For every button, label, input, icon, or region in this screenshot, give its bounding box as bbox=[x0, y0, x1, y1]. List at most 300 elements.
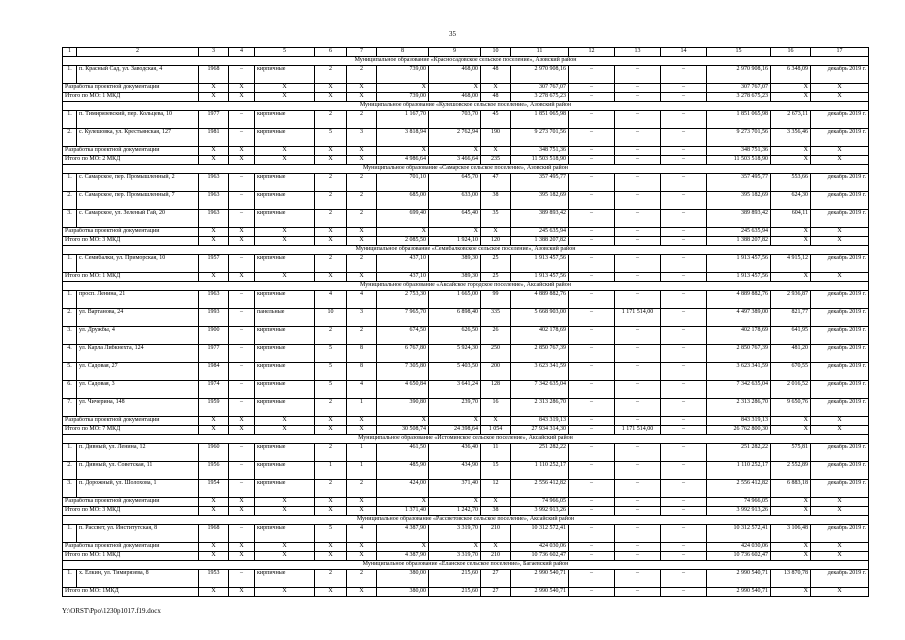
table-cell: – bbox=[615, 327, 661, 345]
table-cell: – bbox=[661, 588, 707, 597]
table-cell: 190 bbox=[481, 129, 511, 147]
table-cell: 38 bbox=[481, 507, 511, 516]
table-cell: – bbox=[661, 291, 707, 309]
table-cell: 670,55 bbox=[771, 363, 811, 381]
file-path-footer: Y:\ORST\Ppo\1230p1017.f19.docx bbox=[62, 607, 161, 615]
table-cell: 575,81 bbox=[771, 444, 811, 462]
table-cell: 10 312 572,41 bbox=[707, 525, 771, 543]
table-cell: X bbox=[229, 507, 255, 516]
table-cell: – bbox=[661, 417, 707, 426]
table-cell: X bbox=[811, 498, 869, 507]
table-cell: 1960 bbox=[199, 444, 229, 462]
table-cell: 481,20 bbox=[771, 345, 811, 363]
table-cell: X bbox=[429, 84, 481, 93]
table-cell: – bbox=[615, 444, 661, 462]
table-cell: – bbox=[661, 111, 707, 129]
table-cell: 2 bbox=[347, 255, 377, 273]
table-cell: 4 889 882,76 bbox=[511, 291, 569, 309]
table-cell: X bbox=[429, 543, 481, 552]
table-cell: 307 767,07 bbox=[511, 84, 569, 93]
table-cell: X bbox=[347, 426, 377, 435]
table-cell: – bbox=[615, 147, 661, 156]
table-cell: – bbox=[615, 417, 661, 426]
section-heading: Муниципальное образование «Кулешовское сельское поселение», Азовский район bbox=[63, 102, 869, 111]
column-number-cell: 14 bbox=[661, 48, 707, 57]
summary-label: Итого по МО: 1 МКД bbox=[63, 273, 199, 282]
table-cell: 2. bbox=[63, 309, 77, 327]
table-cell: кирпичные bbox=[255, 399, 315, 417]
table-cell: 1 851 065,98 bbox=[511, 111, 569, 129]
table-cell: 2 bbox=[347, 192, 377, 210]
table-cell: 624,30 bbox=[771, 192, 811, 210]
table-cell: 8 bbox=[347, 363, 377, 381]
summary-label: Итого по МО: 1МКД bbox=[63, 588, 199, 597]
summary-label: Итого по МО: 3 МКД bbox=[63, 507, 199, 516]
table-cell: X bbox=[481, 417, 511, 426]
table-cell: 2 556 412,82 bbox=[511, 480, 569, 498]
table-cell: 1 851 065,98 bbox=[707, 111, 771, 129]
table-cell: 13 870,78 bbox=[771, 570, 811, 588]
table-cell: X bbox=[811, 507, 869, 516]
table-cell: X bbox=[811, 552, 869, 561]
table-cell: – bbox=[661, 552, 707, 561]
table-cell: 2 bbox=[347, 480, 377, 498]
summary-label: Разработка проектной документации bbox=[63, 84, 199, 93]
table-cell: – bbox=[615, 525, 661, 543]
table-cell: кирпичные bbox=[255, 66, 315, 84]
table-cell: 2 bbox=[315, 210, 347, 228]
table-cell: X bbox=[315, 237, 347, 246]
table-cell: X bbox=[315, 93, 347, 102]
table-cell: – bbox=[615, 174, 661, 192]
table-cell: – bbox=[661, 570, 707, 588]
table-cell: X bbox=[315, 426, 347, 435]
table-cell: – bbox=[569, 111, 615, 129]
table-row bbox=[63, 399, 869, 417]
table-cell: 3 278 675,23 bbox=[511, 93, 569, 102]
table-cell: X bbox=[771, 237, 811, 246]
table-cell: X bbox=[771, 543, 811, 552]
table-cell: X bbox=[811, 426, 869, 435]
table-cell: – bbox=[569, 543, 615, 552]
table-cell: декабрь 2019 г. bbox=[811, 192, 869, 210]
table-cell: кирпичные bbox=[255, 363, 315, 381]
table-cell: – bbox=[569, 210, 615, 228]
table-cell: – bbox=[569, 426, 615, 435]
table-cell: 74 966,05 bbox=[511, 498, 569, 507]
table-cell: – bbox=[661, 480, 707, 498]
table-cell: кирпичные bbox=[255, 129, 315, 147]
table-cell: 7 342 635,04 bbox=[511, 381, 569, 399]
table-cell: 245 635,94 bbox=[707, 228, 771, 237]
table-cell: декабрь 2019 г. bbox=[811, 399, 869, 417]
table-cell: 3 623 341,59 bbox=[511, 363, 569, 381]
summary-row bbox=[63, 498, 869, 507]
table-cell: – bbox=[615, 210, 661, 228]
table-cell: – bbox=[615, 345, 661, 363]
summary-label: Разработка проектной документации bbox=[63, 228, 199, 237]
table-cell: 699,40 bbox=[377, 210, 429, 228]
section-heading-row bbox=[63, 57, 869, 66]
summary-label: Итого по МО: 1 МКД bbox=[63, 93, 199, 102]
table-cell: 6 348,09 bbox=[771, 66, 811, 84]
table-cell: 1 bbox=[347, 399, 377, 417]
table-cell: 1 388 207,82 bbox=[707, 237, 771, 246]
table-cell: – bbox=[661, 426, 707, 435]
table-cell: ул. Садовая, 27 bbox=[77, 363, 199, 381]
table-cell: 389 893,42 bbox=[707, 210, 771, 228]
table-cell: 1 110 252,17 bbox=[707, 462, 771, 480]
table-cell: 2 bbox=[315, 444, 347, 462]
table-cell: – bbox=[615, 363, 661, 381]
table-cell: 5. bbox=[63, 363, 77, 381]
table-cell: 4 650,84 bbox=[377, 381, 429, 399]
table-cell: кирпичные bbox=[255, 462, 315, 480]
summary-label: Итого по МО: 7 МКД bbox=[63, 426, 199, 435]
table-row bbox=[63, 480, 869, 498]
table-cell: кирпичные bbox=[255, 327, 315, 345]
column-number-cell: 17 bbox=[811, 48, 869, 57]
column-number-cell: 7 bbox=[347, 48, 377, 57]
section-heading: Муниципальное образование «Истоминское сельское поселение», Аксайский район bbox=[63, 435, 869, 444]
table-cell: – bbox=[615, 552, 661, 561]
table-cell: 24 398,64 bbox=[429, 426, 481, 435]
table-cell: п. Красный Сад, ул. Заводская, 4 bbox=[77, 66, 199, 84]
table-cell: 357 495,77 bbox=[707, 174, 771, 192]
table-cell: X bbox=[255, 273, 315, 282]
summary-label: Итого по МО: 2 МКД bbox=[63, 156, 199, 165]
table-cell: X bbox=[255, 228, 315, 237]
table-cell: 2 bbox=[315, 399, 347, 417]
table-row bbox=[63, 210, 869, 228]
table-cell: X bbox=[199, 552, 229, 561]
table-cell: X bbox=[347, 498, 377, 507]
table-cell: – bbox=[615, 462, 661, 480]
table-cell: 1 110 252,17 bbox=[511, 462, 569, 480]
table-cell: 2 990 540,71 bbox=[707, 588, 771, 597]
table-cell: 2 990 540,71 bbox=[511, 570, 569, 588]
table-cell: 74 966,05 bbox=[707, 498, 771, 507]
table-cell: 48 bbox=[481, 66, 511, 84]
table-cell: 4 497 389,00 bbox=[707, 309, 771, 327]
table-cell: 645,40 bbox=[429, 210, 481, 228]
table-cell: 3. bbox=[63, 480, 77, 498]
table-cell: X bbox=[347, 237, 377, 246]
table-cell: X bbox=[315, 156, 347, 165]
table-cell: X bbox=[481, 147, 511, 156]
table-cell: – bbox=[229, 291, 255, 309]
table-cell: с. Семибалки, ул. Приморская, 10 bbox=[77, 255, 199, 273]
table-cell: X bbox=[811, 93, 869, 102]
summary-row bbox=[63, 417, 869, 426]
table-cell: X bbox=[347, 147, 377, 156]
table-cell: с. Самарское, пер. Промышленный, 2 bbox=[77, 174, 199, 192]
table-cell: – bbox=[569, 84, 615, 93]
table-cell: X bbox=[811, 543, 869, 552]
table-cell: – bbox=[569, 552, 615, 561]
table-cell: 27 bbox=[481, 570, 511, 588]
table-cell: 626,50 bbox=[429, 327, 481, 345]
table-cell: – bbox=[661, 273, 707, 282]
table-cell: 2 bbox=[315, 255, 347, 273]
table-cell: 47 bbox=[481, 174, 511, 192]
table-cell: 1963 bbox=[199, 192, 229, 210]
table-cell: 8 bbox=[347, 345, 377, 363]
column-number-cell: 8 bbox=[377, 48, 429, 57]
table-cell: 357 495,77 bbox=[511, 174, 569, 192]
table-cell: кирпичные bbox=[255, 255, 315, 273]
table-cell: 2 313 286,70 bbox=[707, 399, 771, 417]
table-cell: кирпичные bbox=[255, 444, 315, 462]
table-cell: 1 054 bbox=[481, 426, 511, 435]
table-cell: – bbox=[229, 345, 255, 363]
table-cell: 434,90 bbox=[429, 462, 481, 480]
table-cell: – bbox=[615, 228, 661, 237]
table-cell: X bbox=[811, 147, 869, 156]
table-cell: – bbox=[661, 507, 707, 516]
table-row bbox=[63, 525, 869, 543]
table-cell: 685,00 bbox=[377, 192, 429, 210]
table-cell: п. Рассвет, ул. Институтская, 8 bbox=[77, 525, 199, 543]
table-cell: 468,00 bbox=[429, 66, 481, 84]
table-cell: X bbox=[811, 228, 869, 237]
table-cell: 235 bbox=[481, 156, 511, 165]
table-cell: X bbox=[255, 147, 315, 156]
table-cell: – bbox=[569, 480, 615, 498]
table-cell: X bbox=[771, 588, 811, 597]
table-cell: декабрь 2019 г. bbox=[811, 444, 869, 462]
table-cell: 1 171 514,00 bbox=[615, 309, 661, 327]
table-cell: 1. bbox=[63, 174, 77, 192]
column-number-cell: 4 bbox=[229, 48, 255, 57]
table-cell: 437,10 bbox=[377, 255, 429, 273]
table-cell: 1968 bbox=[199, 525, 229, 543]
table-cell: 45 bbox=[481, 111, 511, 129]
table-cell: – bbox=[569, 417, 615, 426]
table-cell: X bbox=[199, 228, 229, 237]
table-cell: X bbox=[229, 237, 255, 246]
table-cell: 371,40 bbox=[429, 480, 481, 498]
table-cell: 30 508,74 bbox=[377, 426, 429, 435]
table-cell: – bbox=[569, 327, 615, 345]
table-cell: X bbox=[255, 417, 315, 426]
table-cell: 424,00 bbox=[377, 480, 429, 498]
table-cell: 1993 bbox=[199, 309, 229, 327]
table-cell: X bbox=[229, 84, 255, 93]
table-cell: – bbox=[615, 93, 661, 102]
table-cell: 3. bbox=[63, 210, 77, 228]
table-cell: X bbox=[481, 228, 511, 237]
table-cell: 38 bbox=[481, 192, 511, 210]
table-cell: – bbox=[615, 507, 661, 516]
table-cell: 215,60 bbox=[429, 588, 481, 597]
summary-label: Разработка проектной документации bbox=[63, 147, 199, 156]
table-cell: – bbox=[569, 255, 615, 273]
table-cell: 7. bbox=[63, 399, 77, 417]
table-cell: X bbox=[315, 417, 347, 426]
table-cell: 1963 bbox=[199, 210, 229, 228]
table-cell: – bbox=[229, 174, 255, 192]
table-cell: 4 387,90 bbox=[377, 525, 429, 543]
table-cell: X bbox=[315, 507, 347, 516]
table-cell: X bbox=[199, 273, 229, 282]
table-cell: 1 bbox=[347, 462, 377, 480]
table-cell: 4 889 882,76 bbox=[707, 291, 771, 309]
table-cell: с. Самарское, пер. Промышленный, 7 bbox=[77, 192, 199, 210]
table-cell: – bbox=[569, 66, 615, 84]
table-cell: 2 bbox=[315, 480, 347, 498]
table-cell: кирпичные bbox=[255, 345, 315, 363]
table-cell: X bbox=[229, 426, 255, 435]
table-cell: X bbox=[347, 588, 377, 597]
table-cell: п. Дивный, ул. Советская, 11 bbox=[77, 462, 199, 480]
section-heading-row bbox=[63, 561, 869, 570]
table-cell: 9 273 701,56 bbox=[707, 129, 771, 147]
table-cell: – bbox=[615, 291, 661, 309]
table-cell: – bbox=[661, 93, 707, 102]
table-cell: 2 bbox=[315, 327, 347, 345]
table-cell: 5 668 903,00 bbox=[511, 309, 569, 327]
table-cell: 1. bbox=[63, 444, 77, 462]
table-cell: 2 bbox=[347, 570, 377, 588]
table-cell: 11 503 518,90 bbox=[511, 156, 569, 165]
table-cell: 27 934 314,30 bbox=[511, 426, 569, 435]
table-cell: ул. Карла Либкнехта, 124 bbox=[77, 345, 199, 363]
table-cell: 2. bbox=[63, 192, 77, 210]
table-row bbox=[63, 381, 869, 399]
table-cell: – bbox=[569, 147, 615, 156]
table-cell: 4 bbox=[347, 291, 377, 309]
table-cell: – bbox=[229, 255, 255, 273]
table-cell: п. Тимирязевский, пер. Кольцева, 10 bbox=[77, 111, 199, 129]
table-cell: кирпичные bbox=[255, 111, 315, 129]
table-cell: – bbox=[229, 399, 255, 417]
table-cell: – bbox=[661, 498, 707, 507]
table-cell: кирпичные bbox=[255, 570, 315, 588]
table-cell: X bbox=[771, 426, 811, 435]
table-cell: 348 751,36 bbox=[511, 147, 569, 156]
table-cell: 11 bbox=[481, 444, 511, 462]
table-cell: 6 767,80 bbox=[377, 345, 429, 363]
table-cell: X bbox=[315, 552, 347, 561]
table-cell: 2 990 540,71 bbox=[511, 588, 569, 597]
table-cell: X bbox=[199, 237, 229, 246]
table-cell: X bbox=[771, 552, 811, 561]
table-cell: – bbox=[615, 111, 661, 129]
table-cell: 7 965,70 bbox=[377, 309, 429, 327]
table-cell: 2 bbox=[347, 174, 377, 192]
table-cell: X bbox=[481, 498, 511, 507]
column-number-cell: 10 bbox=[481, 48, 511, 57]
table-cell: X bbox=[771, 273, 811, 282]
table-cell: X bbox=[255, 543, 315, 552]
table-cell: 604,11 bbox=[771, 210, 811, 228]
table-cell: – bbox=[569, 462, 615, 480]
table-cell: X bbox=[229, 498, 255, 507]
table-row bbox=[63, 363, 869, 381]
table-cell: 10 736 602,47 bbox=[511, 552, 569, 561]
table-cell: X bbox=[229, 588, 255, 597]
table-cell: 2 bbox=[347, 66, 377, 84]
table-cell: 7 342 635,04 bbox=[707, 381, 771, 399]
table-cell: 1974 bbox=[199, 381, 229, 399]
summary-row bbox=[63, 84, 869, 93]
column-number-cell: 9 bbox=[429, 48, 481, 57]
table-cell: X bbox=[199, 93, 229, 102]
table-cell: 395 182,69 bbox=[707, 192, 771, 210]
table-cell: X bbox=[429, 147, 481, 156]
table-cell: 6. bbox=[63, 381, 77, 399]
table-cell: декабрь 2019 г. bbox=[811, 327, 869, 345]
table-cell: 4. bbox=[63, 345, 77, 363]
table-cell: – bbox=[569, 381, 615, 399]
table-cell: X bbox=[347, 417, 377, 426]
column-number-cell: 16 bbox=[771, 48, 811, 57]
table-cell: X bbox=[255, 237, 315, 246]
table-cell: X bbox=[199, 507, 229, 516]
table-cell: – bbox=[661, 381, 707, 399]
table-cell: 1 bbox=[315, 462, 347, 480]
table-cell: – bbox=[615, 66, 661, 84]
table-cell: 1 913 457,56 bbox=[511, 273, 569, 282]
table-row bbox=[63, 174, 869, 192]
table-cell: X bbox=[255, 552, 315, 561]
table-cell: 389 893,42 bbox=[511, 210, 569, 228]
table-cell: – bbox=[615, 588, 661, 597]
table-cell: 821,77 bbox=[771, 309, 811, 327]
table-cell: 2 313 286,70 bbox=[511, 399, 569, 417]
table-cell: – bbox=[661, 210, 707, 228]
table-cell: 2. bbox=[63, 129, 77, 147]
table-cell: 641,95 bbox=[771, 327, 811, 345]
table-cell: 4 bbox=[347, 525, 377, 543]
table-cell: 5 bbox=[315, 363, 347, 381]
table-cell: 2 bbox=[315, 192, 347, 210]
table-cell: 3 623 341,59 bbox=[707, 363, 771, 381]
table-cell: 5 bbox=[315, 129, 347, 147]
table-cell: 11 503 518,90 bbox=[707, 156, 771, 165]
table-cell: 2 753,30 bbox=[377, 291, 429, 309]
table-cell: X bbox=[199, 417, 229, 426]
table-cell: 380,00 bbox=[377, 570, 429, 588]
table-cell: – bbox=[615, 84, 661, 93]
table-cell: 2 850 767,39 bbox=[511, 345, 569, 363]
table-cell: 2 016,52 bbox=[771, 381, 811, 399]
section-heading-row bbox=[63, 246, 869, 255]
table-cell: X bbox=[377, 84, 429, 93]
table-cell: п. Дивный, ул. Ленина, 12 bbox=[77, 444, 199, 462]
table-cell: – bbox=[615, 498, 661, 507]
table-cell: X bbox=[347, 228, 377, 237]
table-cell: X bbox=[199, 543, 229, 552]
table-cell: – bbox=[615, 381, 661, 399]
table-cell: 3 641,24 bbox=[429, 381, 481, 399]
table-cell: просп. Ленина, 21 bbox=[77, 291, 199, 309]
table-cell: декабрь 2019 г. bbox=[811, 525, 869, 543]
summary-row bbox=[63, 507, 869, 516]
section-heading: Муниципальное образование «Рассветовское сельское поселение», Аксайский район bbox=[63, 516, 869, 525]
table-cell: – bbox=[615, 192, 661, 210]
table-cell: – bbox=[615, 399, 661, 417]
table-cell: X bbox=[255, 84, 315, 93]
table-cell: – bbox=[229, 363, 255, 381]
table-cell: – bbox=[569, 507, 615, 516]
table-cell: декабрь 2019 г. bbox=[811, 66, 869, 84]
table-cell: – bbox=[569, 345, 615, 363]
table-cell: X bbox=[255, 93, 315, 102]
table-cell: 5 bbox=[315, 381, 347, 399]
table-cell: 1. bbox=[63, 66, 77, 84]
